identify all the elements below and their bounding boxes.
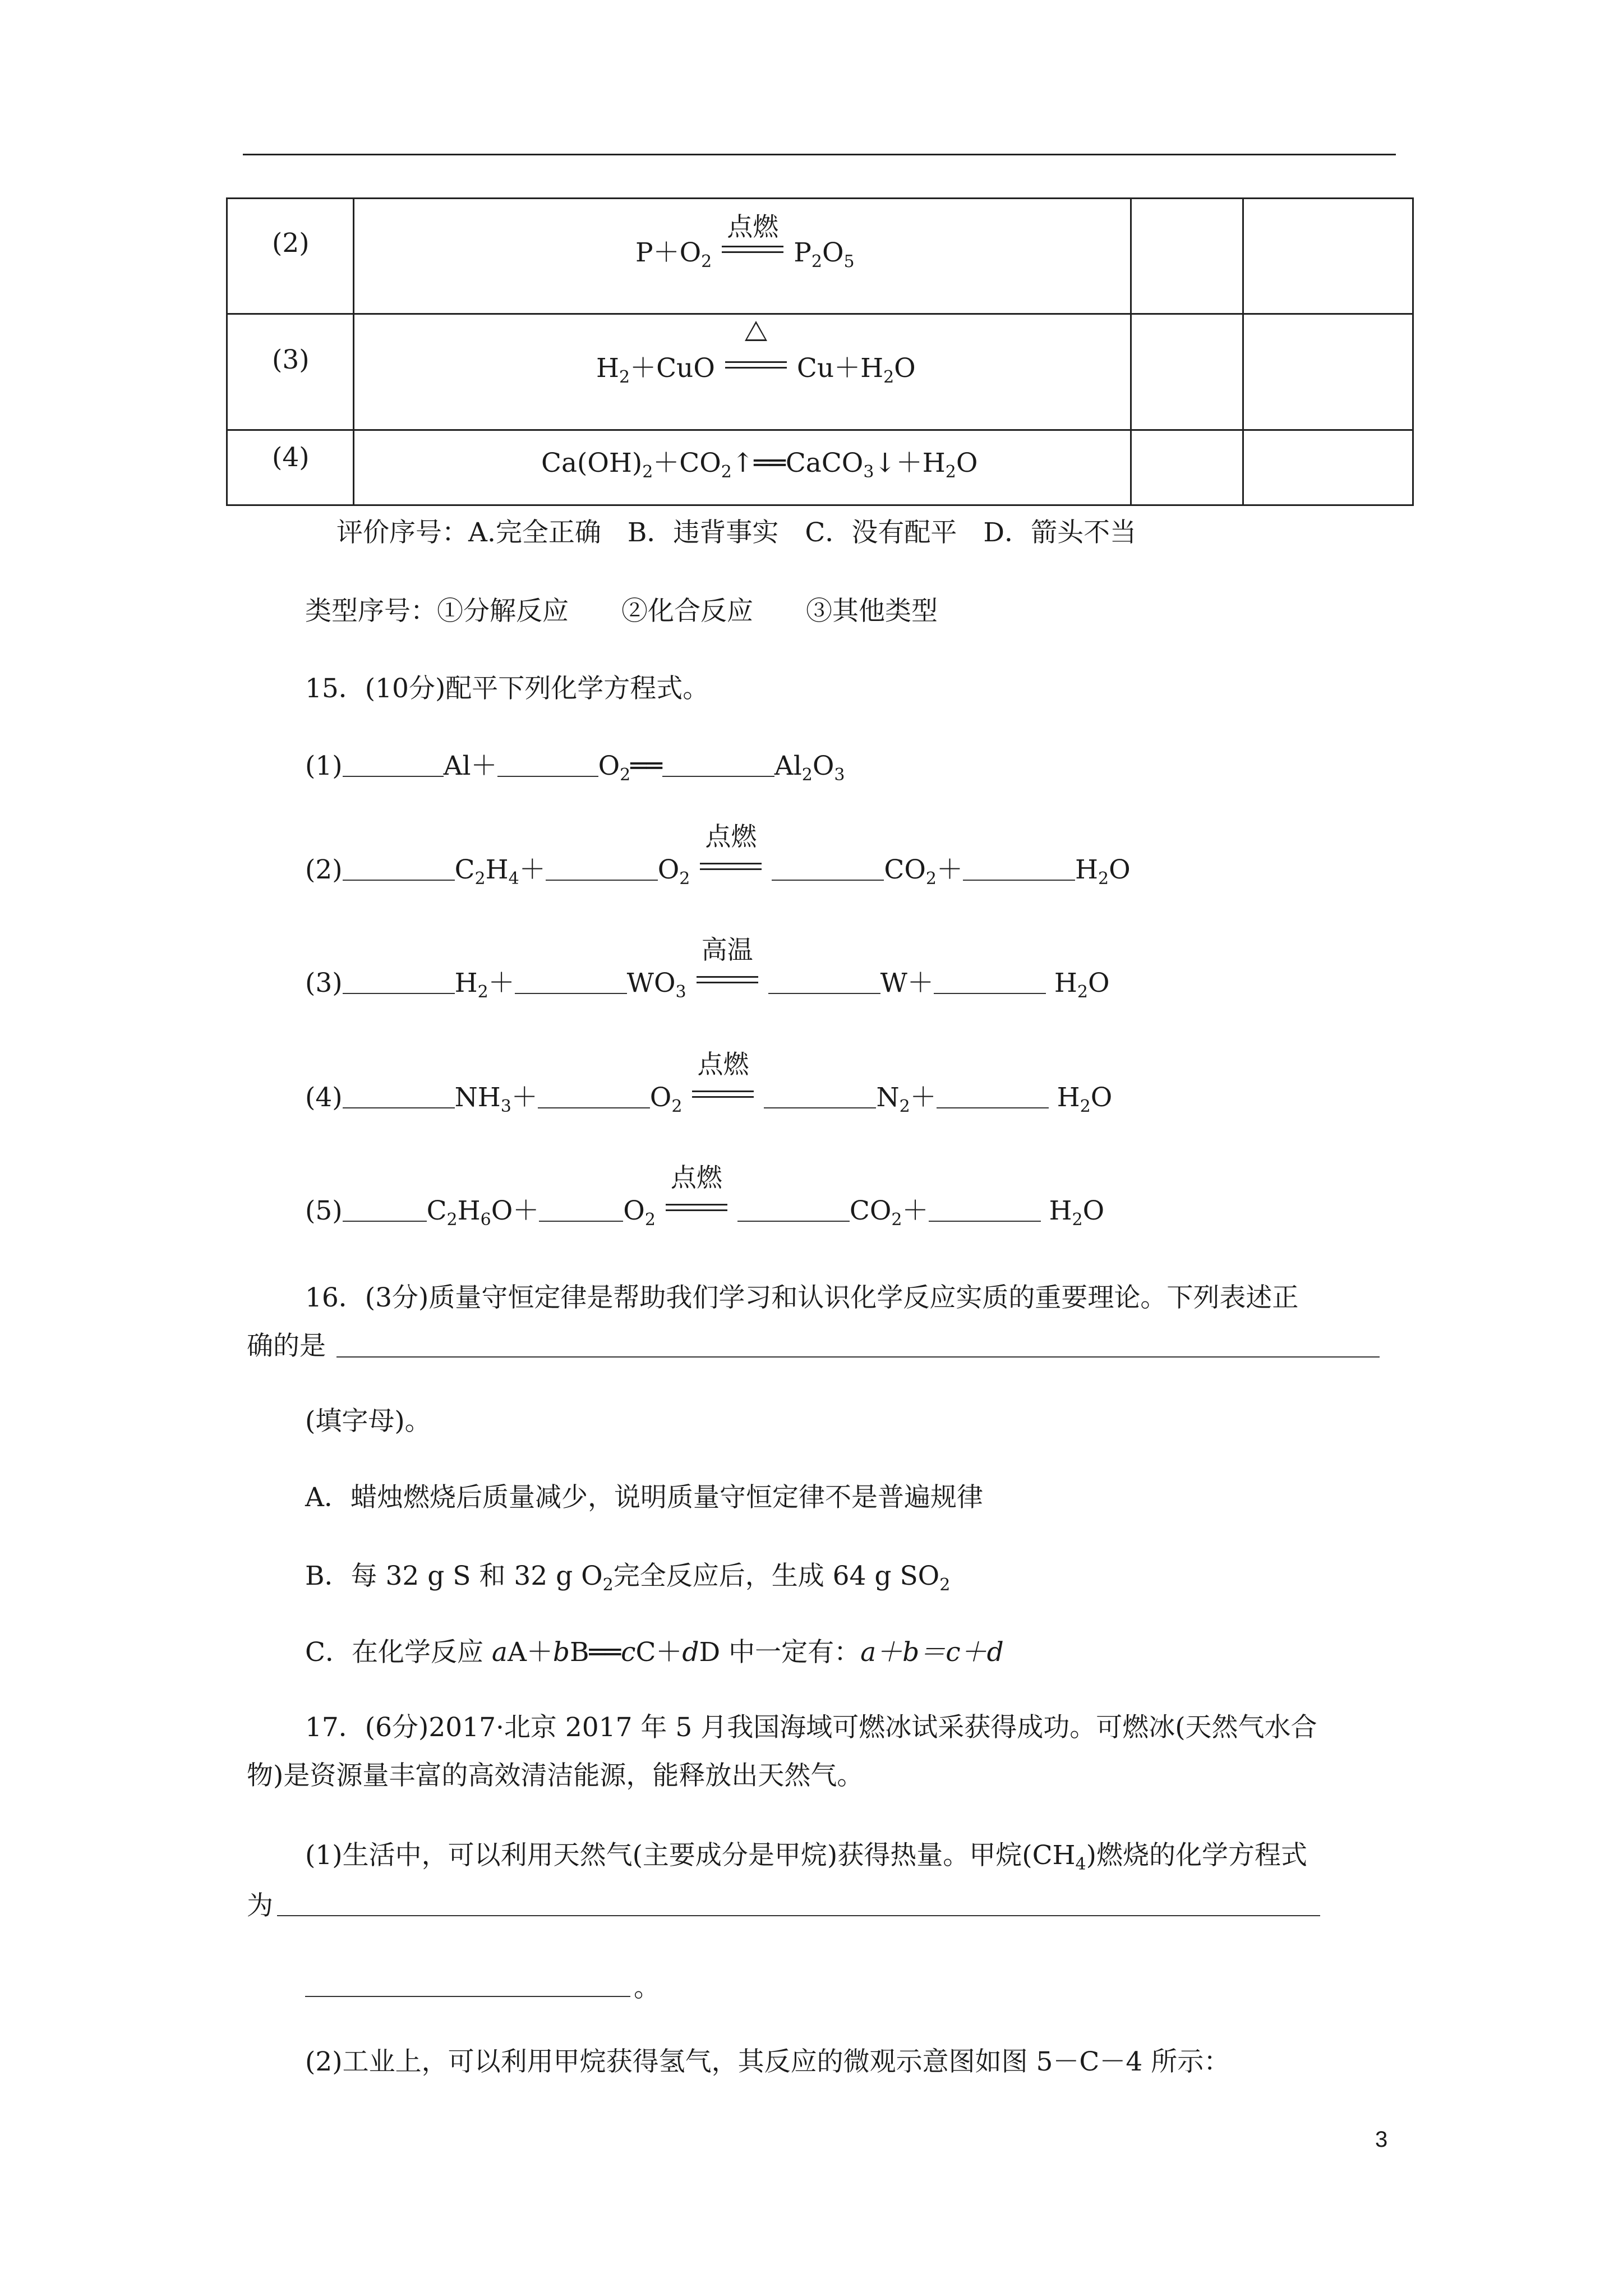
question-17-part2: (2)工业上，可以利用甲烷获得氢气，其反应的微观示意图如图 5－C－4 所示： bbox=[305, 2046, 1230, 2077]
question-15-title: 15．(10分)配平下列化学方程式。 bbox=[305, 673, 709, 704]
equation-p-o2: $P+O_2$ 点燃 $P_2O_5$ bbox=[635, 211, 855, 272]
equation-h2-cuo: $H_2+CuO$ $Cu+H_2O$ bbox=[596, 347, 916, 385]
heat-triangle-icon bbox=[745, 321, 767, 341]
equation-caoh2-co2: $Ca(OH)_2+CO_2↑══CaCO_3↓+H_2O$ bbox=[541, 448, 978, 482]
table-row-number: (4) bbox=[272, 442, 310, 473]
question-17-part1-end: 。 bbox=[634, 1972, 660, 2003]
answer-blank-17-1b bbox=[305, 1996, 630, 1997]
table-row-number: (3) bbox=[272, 344, 310, 375]
question-16-line3: (填字母)。 bbox=[305, 1406, 431, 1437]
answer-blank-16 bbox=[336, 1356, 1380, 1358]
question-17-line1: 17．(6分)2017·北京 2017 年 5 月我国海域可燃冰试采获得成功。可燃冰(天然气水合 bbox=[305, 1712, 1317, 1743]
question-17-part1-line2: 为 bbox=[247, 1890, 273, 1921]
answer-blank-17-1a bbox=[277, 1915, 1320, 1916]
type-legend: 类型序号：①分解反应 ②化合反应 ③其他类型 bbox=[305, 596, 938, 627]
header-rule bbox=[243, 154, 1396, 155]
q15-item-2: (2) $C_2H_4+ O_2$ 点燃 $CO_2+ H_2O$ bbox=[305, 821, 1131, 889]
question-17-line2: 物)是资源量丰富的高效清洁能源，能释放出天然气。 bbox=[247, 1760, 864, 1791]
option-c: C．在化学反应 aA＋bB══cC＋dD 中一定有：a＋b＝c＋d bbox=[305, 1637, 1004, 1668]
question-16-line2: 确的是 bbox=[247, 1331, 326, 1361]
q15-item-1: (1) $Al+ O_2══$ $Al_2O_3$ bbox=[305, 751, 845, 785]
q15-item-4: (4) $NH_3+ O_2$ 点燃 $N_2+ H_2O$ bbox=[305, 1049, 1113, 1116]
q15-item-3: (3) $H_2+ WO_3$ 高温 $W+ H_2O$ bbox=[305, 935, 1110, 1002]
option-a: A．蜡烛燃烧后质量减少，说明质量守恒定律不是普遍规律 bbox=[305, 1482, 983, 1513]
option-b: B．每 32 g S 和 32 g $O_2$完全反应后，生成 64 g $SO_2$ bbox=[305, 1561, 951, 1595]
page-number: 3 bbox=[1375, 2127, 1388, 2152]
evaluation-legend: 评价序号：A.完全正确 B．违背事实 C．没有配平 D．箭头不当 bbox=[336, 517, 1137, 548]
evaluation-table bbox=[226, 197, 1414, 506]
table-row-number: (2) bbox=[272, 228, 310, 259]
q15-item-5: (5) $C_2H_6O+ O_2$ 点燃 $CO_2+ H_2O$ bbox=[305, 1162, 1105, 1230]
question-16-line1: 16．(3分)质量守恒定律是帮助我们学习和认识化学反应实质的重要理论。下列表述正 bbox=[305, 1282, 1299, 1313]
question-17-part1-line1: (1)生活中，可以利用天然气(主要成分是甲烷)获得热量。甲烷$(CH_4)$燃烧的化学方程式 bbox=[305, 1840, 1307, 1874]
